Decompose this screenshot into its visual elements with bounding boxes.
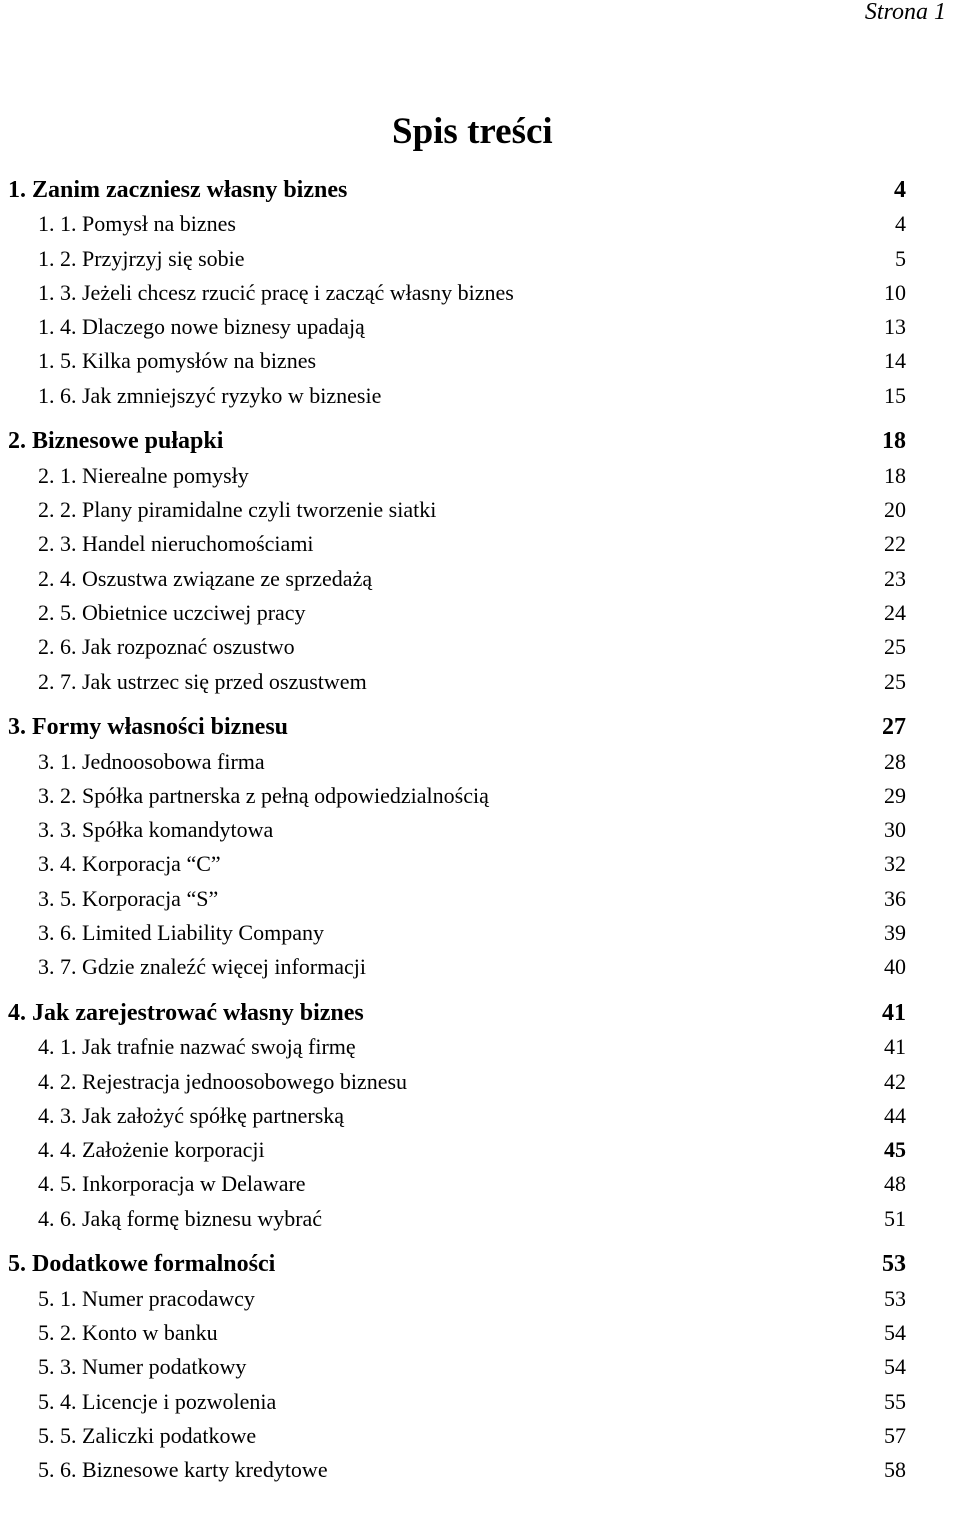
- chapter-page-number: 4: [894, 177, 906, 203]
- section-page-number: 41: [884, 1034, 906, 1060]
- toc-section-row[interactable]: [8, 562, 906, 596]
- toc-section-row[interactable]: [8, 630, 906, 664]
- section-title: 2. 3. Handel nieruchomościami: [38, 531, 314, 557]
- toc-section-row[interactable]: [8, 745, 906, 779]
- chapter-title: 5. Dodatkowe formalności: [8, 1251, 276, 1278]
- toc-section-row[interactable]: [8, 1419, 906, 1453]
- toc-section-row[interactable]: [8, 847, 906, 881]
- toc-section-row[interactable]: [8, 493, 906, 527]
- section-title: 5. 6. Biznesowe karty kredytowe: [38, 1457, 328, 1483]
- toc-section-row[interactable]: [8, 1065, 906, 1099]
- section-title: 1. 4. Dlaczego nowe biznesy upadają: [38, 314, 365, 340]
- section-page-number: 39: [884, 920, 906, 946]
- table-of-contents: [8, 173, 906, 1488]
- toc-chapter-row[interactable]: [8, 996, 906, 1030]
- chapter-title: 4. Jak zarejestrować własny biznes: [8, 1000, 364, 1026]
- chapter-page-number: 18: [882, 428, 906, 455]
- section-title: 1. 5. Kilka pomysłów na biznes: [38, 348, 317, 374]
- section-page-number: 54: [884, 1320, 906, 1346]
- section-page-number: 30: [884, 817, 906, 843]
- section-title: 2. 1. Nierealne pomysły: [38, 462, 249, 488]
- section-title: 4. 5. Inkorporacja w Delaware: [38, 1171, 306, 1197]
- chapter-page-number: 41: [882, 1000, 906, 1026]
- section-page-number: 44: [884, 1102, 906, 1128]
- section-title: 3. 4. Korporacja “C”: [38, 851, 221, 877]
- section-title: 3. 3. Spółka komandytowa: [38, 817, 274, 843]
- toc-section-row[interactable]: [8, 1385, 906, 1419]
- section-page-number: 51: [884, 1205, 906, 1231]
- section-title: 2. 6. Jak rozpoznać oszustwo: [38, 634, 295, 660]
- section-page-number: 29: [884, 782, 906, 808]
- section-title: 2. 5. Obietnice uczciwej pracy: [38, 599, 306, 625]
- section-page-number: 14: [884, 348, 906, 374]
- section-page-number: 13: [884, 314, 906, 340]
- section-title: 5. 5. Zaliczki podatkowe: [38, 1422, 257, 1448]
- section-page-number: 18: [884, 462, 906, 488]
- section-title: 2. 4. Oszustwa związane ze sprzedażą: [38, 565, 373, 591]
- section-title: 4. 2. Rejestracja jednoosobowego biznesu: [38, 1068, 408, 1094]
- toc-chapter-row[interactable]: [8, 1247, 906, 1281]
- section-title: 2. 2. Plany piramidalne czyli tworzenie siatki: [38, 497, 437, 523]
- section-page-number: 55: [884, 1388, 906, 1414]
- section-page-number: 57: [884, 1422, 906, 1448]
- section-title: 4. 4. Założenie korporacji: [38, 1137, 265, 1163]
- section-page-number: 36: [884, 885, 906, 911]
- section-page-number: 4: [895, 211, 906, 237]
- toc-section-row[interactable]: [8, 1282, 906, 1316]
- section-title: 5. 3. Numer podatkowy: [38, 1354, 247, 1380]
- toc-chapter: [8, 173, 906, 413]
- section-title: 4. 6. Jaką formę biznesu wybrać: [38, 1205, 323, 1231]
- toc-section-row[interactable]: [8, 344, 906, 378]
- section-page-number: 20: [884, 497, 906, 523]
- toc-chapter: [8, 996, 906, 1236]
- toc-chapter: [8, 1247, 906, 1487]
- toc-section-row[interactable]: [8, 1030, 906, 1064]
- page-label: Strona 1: [864, 0, 946, 25]
- section-page-number: 10: [884, 279, 906, 305]
- toc-section-row[interactable]: [8, 242, 906, 276]
- section-title: 3. 5. Korporacja “S”: [38, 885, 219, 911]
- toc-section-row[interactable]: [8, 950, 906, 984]
- toc-chapter-row[interactable]: [8, 424, 906, 458]
- section-title: 5. 1. Numer pracodawcy: [38, 1285, 255, 1311]
- section-page-number: 32: [884, 851, 906, 877]
- section-title: 5. 4. Licencje i pozwolenia: [38, 1388, 277, 1414]
- toc-section-row[interactable]: [8, 1350, 906, 1384]
- toc-section-row[interactable]: [8, 207, 906, 241]
- section-page-number: 45: [884, 1137, 906, 1163]
- toc-section-row[interactable]: [8, 813, 906, 847]
- section-page-number: 58: [884, 1457, 906, 1483]
- toc-section-row[interactable]: [8, 1202, 906, 1236]
- toc-section-row[interactable]: [8, 459, 906, 493]
- section-page-number: 42: [884, 1068, 906, 1094]
- section-title: 1. 3. Jeżeli chcesz rzucić pracę i zacząć własny biznes: [38, 279, 514, 305]
- section-title: 3. 1. Jednoosobowa firma: [38, 748, 265, 774]
- toc-section-row[interactable]: [8, 665, 906, 699]
- section-page-number: 25: [884, 668, 906, 694]
- toc-section-row[interactable]: [8, 779, 906, 813]
- toc-chapter: [8, 424, 906, 698]
- section-title: 4. 1. Jak trafnie nazwać swoją firmę: [38, 1034, 356, 1060]
- toc-section-row[interactable]: [8, 310, 906, 344]
- section-page-number: 48: [884, 1171, 906, 1197]
- chapter-title: 1. Zanim zaczniesz własny biznes: [8, 177, 348, 203]
- section-page-number: 53: [884, 1285, 906, 1311]
- section-page-number: 24: [884, 599, 906, 625]
- toc-section-row[interactable]: [8, 1099, 906, 1133]
- toc-section-row[interactable]: [8, 1453, 906, 1487]
- toc-title: Spis treści: [392, 111, 553, 152]
- toc-chapter-row[interactable]: [8, 173, 906, 207]
- section-title: 3. 2. Spółka partnerska z pełną odpowiedzialnością: [38, 782, 489, 808]
- section-page-number: 28: [884, 748, 906, 774]
- toc-section-row[interactable]: [8, 1167, 906, 1201]
- toc-section-row[interactable]: [8, 379, 906, 413]
- section-title: 3. 7. Gdzie znaleźć więcej informacji: [38, 954, 367, 980]
- section-title: 4. 3. Jak założyć spółkę partnerską: [38, 1102, 345, 1128]
- section-page-number: 5: [895, 245, 906, 271]
- chapter-title: 2. Biznesowe pułapki: [8, 428, 224, 455]
- section-title: 5. 2. Konto w banku: [38, 1320, 218, 1346]
- toc-section-row[interactable]: [8, 276, 906, 310]
- section-title: 3. 6. Limited Liability Company: [38, 920, 324, 946]
- section-title: 2. 7. Jak ustrzec się przed oszustwem: [38, 668, 367, 694]
- toc-section-row[interactable]: [8, 882, 906, 916]
- section-page-number: 23: [884, 565, 906, 591]
- section-page-number: 40: [884, 954, 906, 980]
- section-page-number: 15: [884, 382, 906, 408]
- toc-section-row[interactable]: [8, 596, 906, 630]
- toc-section-row[interactable]: [8, 527, 906, 561]
- section-page-number: 22: [884, 531, 906, 557]
- toc-section-row[interactable]: [8, 1316, 906, 1350]
- section-title: 1. 1. Pomysł na biznes: [38, 211, 236, 237]
- toc-section-row[interactable]: [8, 916, 906, 950]
- toc-section-row[interactable]: [8, 1133, 906, 1167]
- toc-chapter: [8, 710, 906, 984]
- section-title: 1. 2. Przyjrzyj się sobie: [38, 245, 245, 271]
- chapter-page-number: 27: [882, 714, 906, 741]
- section-page-number: 54: [884, 1354, 906, 1380]
- toc-chapter-row[interactable]: [8, 710, 906, 744]
- chapter-page-number: 53: [882, 1251, 906, 1278]
- section-title: 1. 6. Jak zmniejszyć ryzyko w biznesie: [38, 382, 382, 408]
- section-page-number: 25: [884, 634, 906, 660]
- chapter-title: 3. Formy własności biznesu: [8, 714, 289, 741]
